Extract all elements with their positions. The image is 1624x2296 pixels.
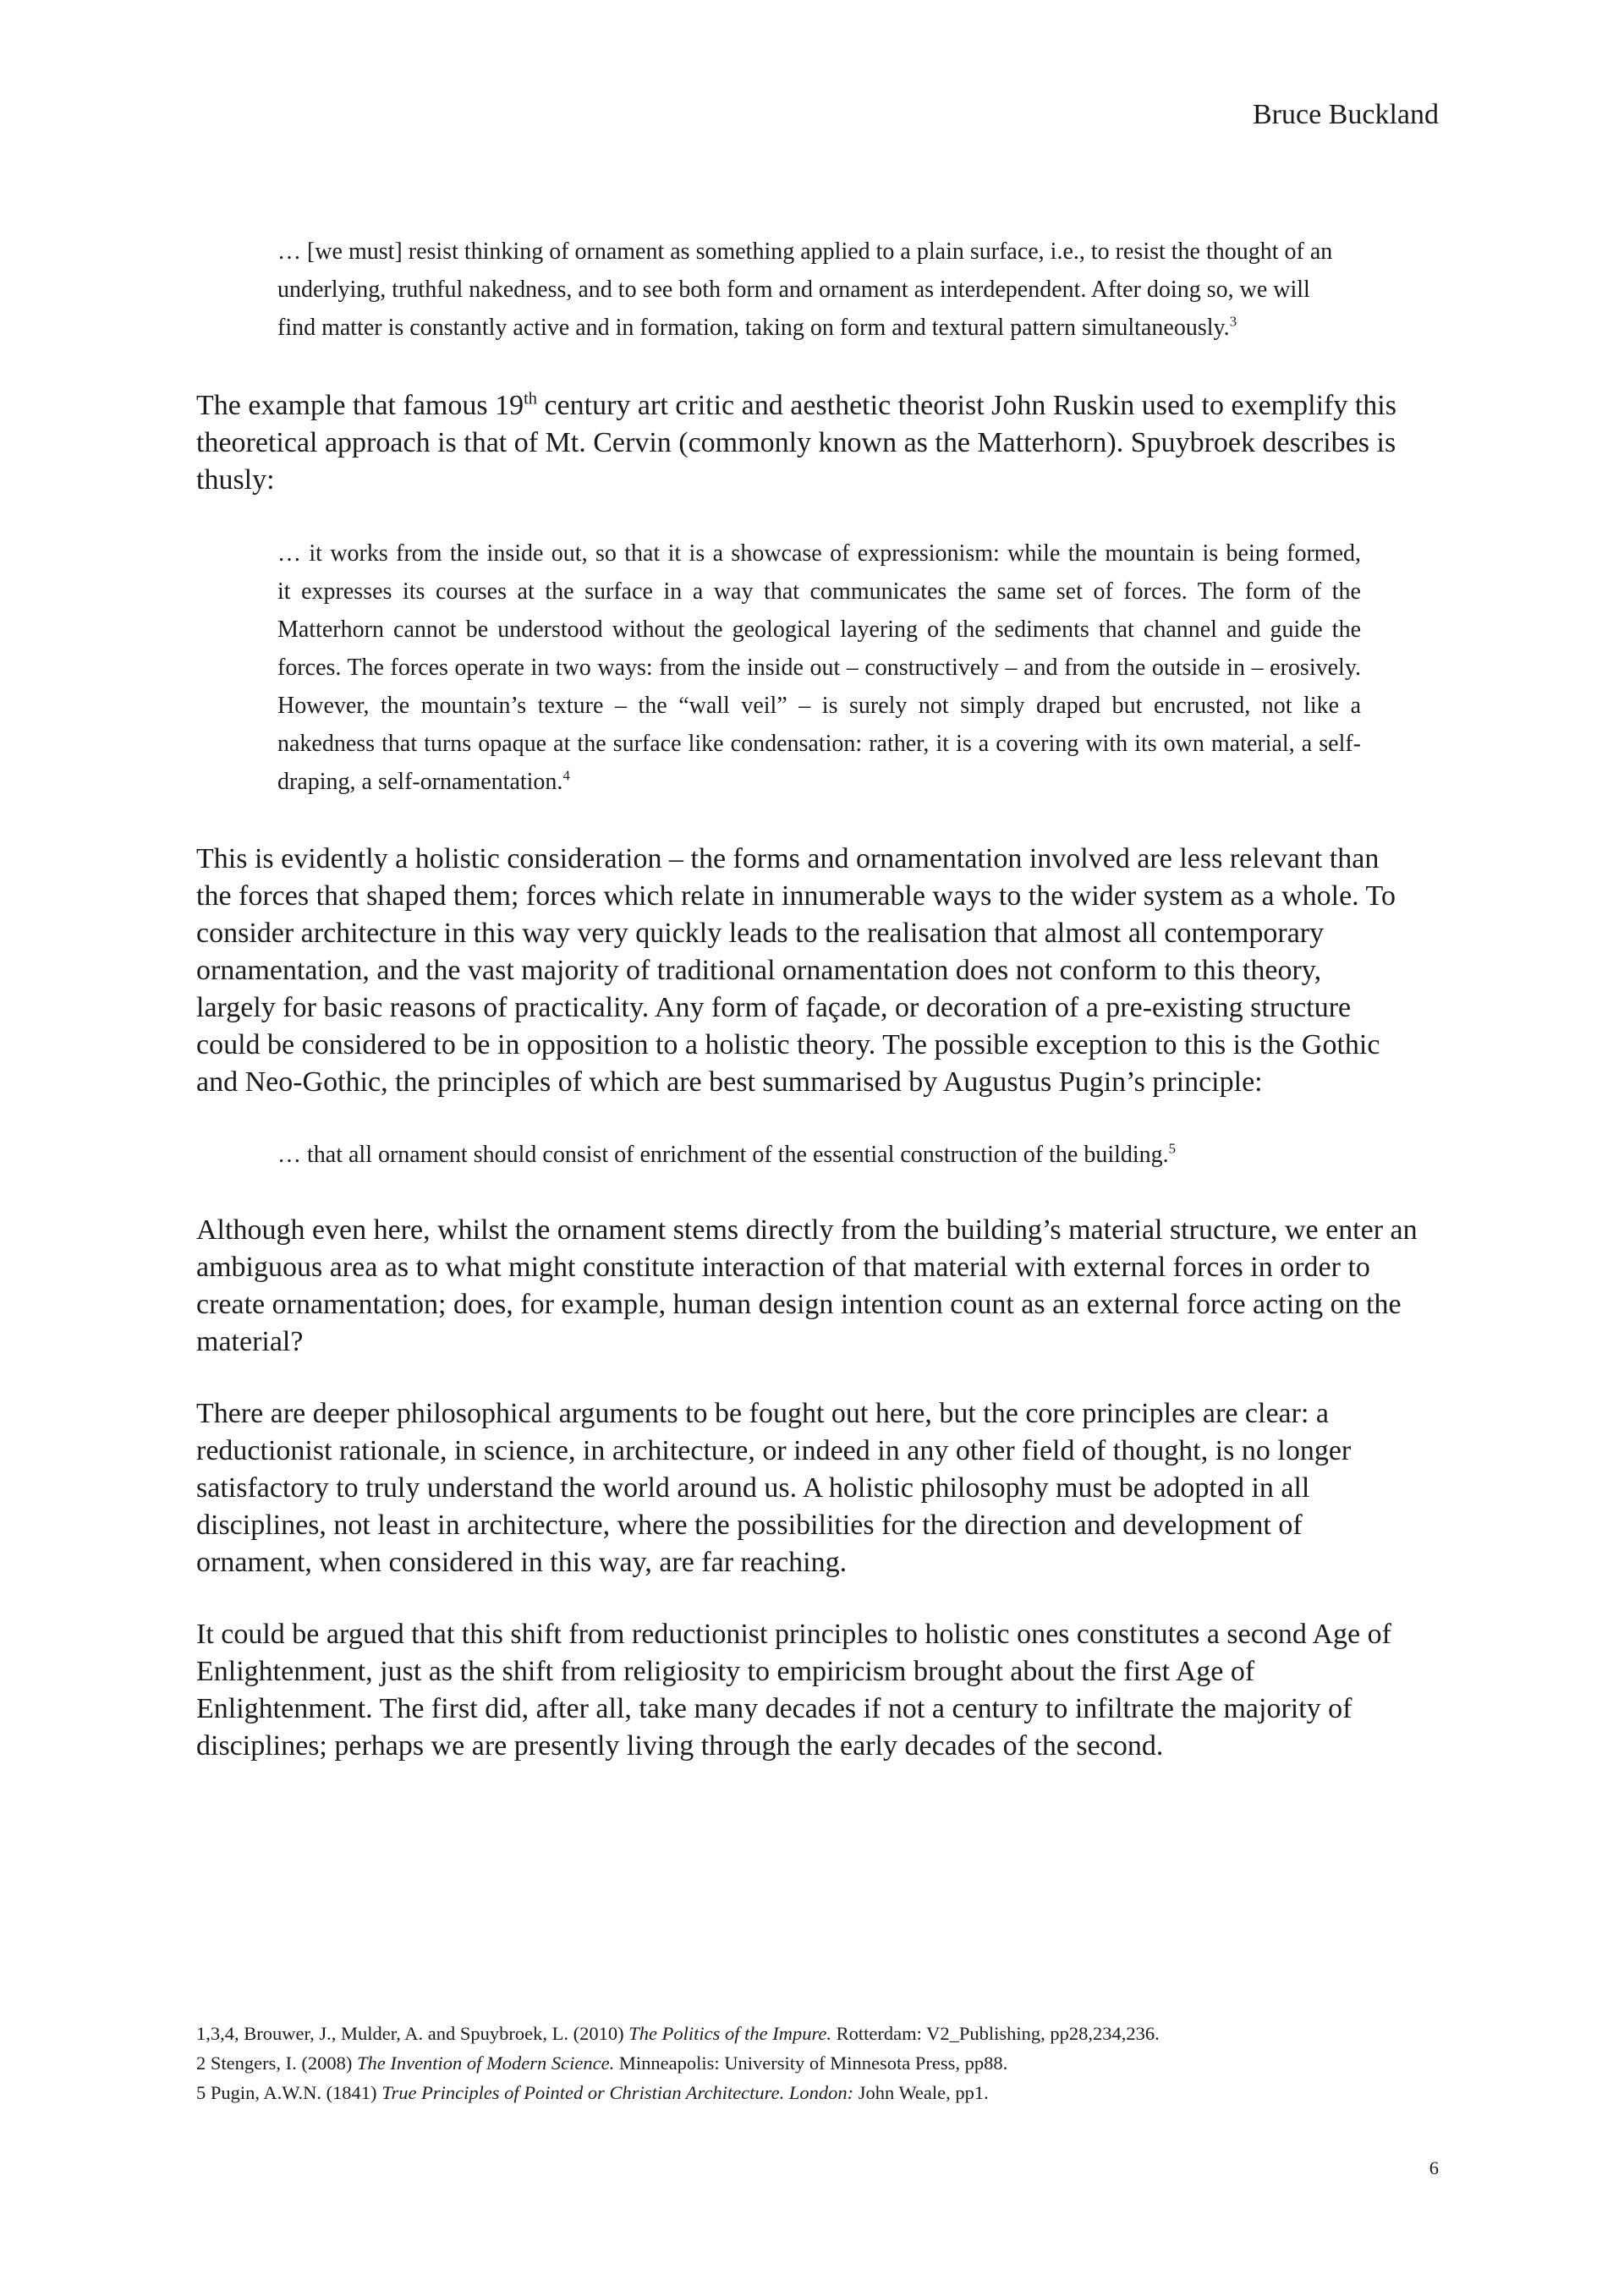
quote-line: underlying, truthful nakedness, and to see both form and ornament as interdependent. After doing so, we will [277, 277, 1310, 303]
footnote-text: Minneapolis: University of Minnesota Press, pp88. [614, 2052, 1008, 2074]
paragraph-line [196, 387, 1396, 425]
paragraph-line: It could be argued that this shift from reductionist principles to holistic ones constitutes a second Age of [196, 1619, 1391, 1650]
paragraph-line: largely for basic reasons of practicality. Any form of façade, or decoration of a pre-existing structure [196, 992, 1352, 1023]
quote-line: However, the mountain’s texture – the “wall veil” – is surely not simply draped but encrusted, not like a [277, 693, 1361, 719]
running-header-author: Bruce Buckland [1253, 99, 1439, 130]
quote-line: forces. The forces operate in two ways: from the inside out – constructively – and from the outside in – erosively. [277, 655, 1361, 681]
quote-line-text: find matter is constantly active and in formation, taking on form and textural pattern simultaneously. [277, 315, 1230, 341]
ordinal-superscript: th [524, 389, 537, 408]
footnote-title: True Principles of Pointed or Christian Architecture. London: [381, 2082, 854, 2103]
quote-line: … [we must] resist thinking of ornament as something applied to a plain surface, i.e., to resist the thought of an [277, 238, 1333, 265]
quote-line-text: draping, a self-ornamentation. [277, 769, 563, 795]
footnotes [196, 2019, 1160, 2107]
quote-line-text: … that all ornament should consist of enrichment of the essential construction of the building. [277, 1142, 1169, 1168]
paragraph-line: material? [196, 1326, 304, 1357]
paragraph-line: could be considered to be in opposition to a holistic theory. The possible exception to this is the Gothic [196, 1029, 1380, 1060]
page-number: 6 [1429, 2157, 1439, 2178]
paragraph-line: consider architecture in this way very quickly leads to the realisation that almost all contemporary [196, 918, 1325, 949]
paragraph-line: satisfactory to truly understand the world around us. A holistic philosophy must be adopted in all [196, 1472, 1310, 1504]
footnote-entry [196, 2078, 1160, 2107]
paragraph-line: There are deeper philosophical arguments to be fought out here, but the core principles are clear: a [196, 1398, 1329, 1429]
paragraph-line: Enlightenment. The first did, after all, take many decades if not a century to infiltrate the majority of [196, 1693, 1352, 1724]
paragraph-line: This is evidently a holistic consideration – the forms and ornamentation involved are less relevant than [196, 843, 1380, 874]
footnote-text: 5 Pugin, A.W.N. (1841) [196, 2082, 382, 2103]
footnote-entry [196, 2048, 1160, 2078]
footnote-entry [196, 2019, 1160, 2048]
paragraph-line: Enlightenment, just as the shift from religiosity to empiricism brought about the first Age of [196, 1656, 1255, 1687]
paragraph-line: theoretical approach is that of Mt. Cervin (commonly known as the Matterhorn). Spuybroek describes is [196, 427, 1396, 458]
quote-line: Matterhorn cannot be understood without the geological layering of the sediments that channel and guide the [277, 616, 1361, 643]
paragraph-line: thusly: [196, 464, 275, 496]
quote-line [277, 763, 1361, 801]
footnote-title: The Invention of Modern Science. [356, 2052, 615, 2074]
footnote-text: 2 Stengers, I. (2008) [196, 2052, 357, 2074]
body-paragraph-2 [196, 841, 1396, 1101]
paragraph-line-text: The example that famous 19 [196, 390, 524, 421]
block-quote-1 [277, 233, 1332, 347]
paragraph-line: disciplines, not least in architecture, where the possibilities for the direction and development of [196, 1510, 1303, 1541]
footnote-title: The Politics of the Impure. [628, 2023, 832, 2044]
paragraph-line: disciplines; perhaps we are presently living through the early decades of the second. [196, 1730, 1164, 1762]
quote-line [277, 1136, 1176, 1174]
paragraph-line: Although even here, whilst the ornament stems directly from the building’s material structure, we enter an [196, 1214, 1418, 1246]
footnote-reference: 5 [1168, 1140, 1177, 1157]
body-paragraph-3 [196, 1212, 1418, 1361]
block-quote-2 [277, 534, 1361, 801]
body-paragraph-5 [196, 1616, 1391, 1765]
footnote-text: John Weale, pp1. [853, 2082, 989, 2103]
quote-line: … it works from the inside out, so that it is a showcase of expressionism: while the mountain is being formed, [277, 540, 1361, 567]
footnote-reference: 3 [1229, 313, 1237, 330]
body-paragraph-4 [196, 1395, 1351, 1581]
footnote-text: 1,3,4, Brouwer, J., Mulder, A. and Spuybroek, L. (2010) [196, 2023, 629, 2044]
footnote-reference: 4 [562, 767, 570, 784]
paragraph-line: reductionist rationale, in science, in architecture, or indeed in any other field of thought, is no longer [196, 1435, 1352, 1466]
block-quote-3 [277, 1136, 1176, 1174]
paragraph-line-text: century art critic and aesthetic theorist John Ruskin used to exemplify this [536, 390, 1396, 421]
quote-line [277, 309, 1332, 347]
quote-line: nakedness that turns opaque at the surface like condensation: rather, it is a covering with its own material, a self- [277, 731, 1361, 757]
quote-line: it expresses its courses at the surface in a way that communicates the same set of forces. The form of the [277, 578, 1361, 605]
body-paragraph-1 [196, 387, 1396, 499]
footnote-text: Rotterdam: V2_Publishing, pp28,234,236. [831, 2023, 1160, 2044]
paragraph-line: the forces that shaped them; forces which relate in innumerable ways to the wider system as a whole. To [196, 880, 1396, 912]
paragraph-line: create ornamentation; does, for example, human design intention count as an external force acting on the [196, 1289, 1402, 1320]
paragraph-line: ambiguous area as to what might constitute interaction of that material with external forces in order to [196, 1252, 1370, 1283]
paragraph-line: ornamentation, and the vast majority of traditional ornamentation does not conform to this theory, [196, 955, 1322, 986]
paragraph-line: and Neo-Gothic, the principles of which are best summarised by Augustus Pugin’s principle: [196, 1066, 1263, 1098]
paragraph-line: ornament, when considered in this way, are far reaching. [196, 1547, 848, 1578]
